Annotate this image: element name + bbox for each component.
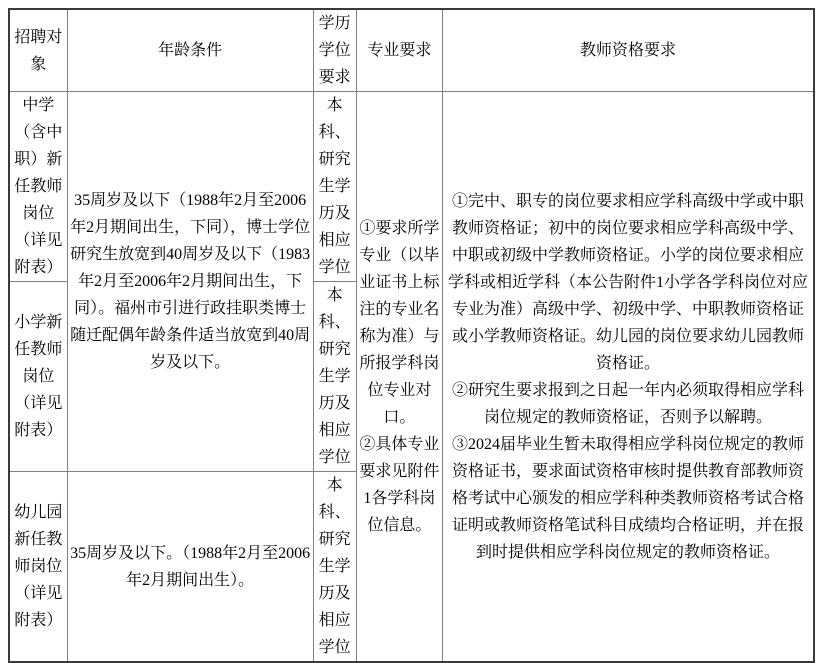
recruitment-requirements-table	[8, 8, 815, 663]
header-age-condition: 年龄条件	[67, 9, 313, 92]
cell-age-requirement-school: 35周岁及以下（1988年2月至2006年2月期间出生，下同），博士学位研究生放宽到40周岁及以下（1983年2月至2006年2月期间出生，下同）。福州市引进行政挂职类博士随迁配偶年龄条件适当放宽到40周岁及以下。	[67, 92, 313, 472]
header-major-requirement: 专业要求	[356, 9, 442, 92]
teacher-cert-item-2: ②研究生要求报到之日起一年内必须取得相应学科岗位规定的教师资格证，否则予以解聘。	[452, 381, 805, 426]
cell-teacher-certificate-requirement	[443, 92, 814, 663]
cell-primary-school-position: 小学新任教师岗位（详见附表）	[9, 282, 67, 472]
cell-kindergarten-position: 幼儿园新任教师岗位（详见附表）	[9, 472, 67, 663]
header-degree-requirement: 学历学位要求	[313, 9, 356, 92]
teacher-cert-item-1: ①完中、职专的岗位要求相应学科高级中学或中职教师资格证；初中的岗位要求相应学科高级中学、中职或初级中学教师资格证。小学的岗位要求相应学科或相近学科（本公告附件1小学各学科岗位对应专业为准）高级中学、初级中学、中职教师资格证或小学教师资格证。幼儿园的岗位要求幼儿园教师资格证。	[448, 192, 809, 372]
header-teacher-certificate-requirement: 教师资格要求	[443, 9, 814, 92]
cell-major-requirement	[356, 92, 442, 663]
major-requirement-item-1: ①要求所学专业（以毕业证书上标注的专业名称为准）与所报学科岗位专业对口。	[359, 219, 440, 426]
teacher-cert-item-3: ③2024届毕业生暂未取得相应学科岗位规定的教师资格证书，要求面试资格审核时提供教育部教师资格考试中心颁发的相应学科种类教师资格考试合格证明或教师资格笔试科目成绩均合格证明，并在报到时提供相应学科岗位规定的教师资格证。	[452, 435, 805, 561]
cell-degree-requirement-kindergarten: 本科、研究生学历及相应学位	[313, 472, 356, 663]
cell-degree-requirement-middle-school: 本科、研究生学历及相应学位	[313, 92, 356, 282]
table-row-middle-school	[9, 92, 814, 282]
cell-middle-school-position: 中学（含中职）新任教师岗位（详见附表）	[9, 92, 67, 282]
cell-degree-requirement-primary-school: 本科、研究生学历及相应学位	[313, 282, 356, 472]
header-recruitment-target: 招聘对象	[9, 9, 67, 92]
table-header-row	[9, 9, 814, 92]
major-requirement-item-2: ②具体专业要求见附件1各学科岗位信息。	[359, 435, 440, 534]
cell-age-requirement-kindergarten: 35周岁及以下。（1988年2月至2006年2月期间出生）。	[67, 472, 313, 663]
